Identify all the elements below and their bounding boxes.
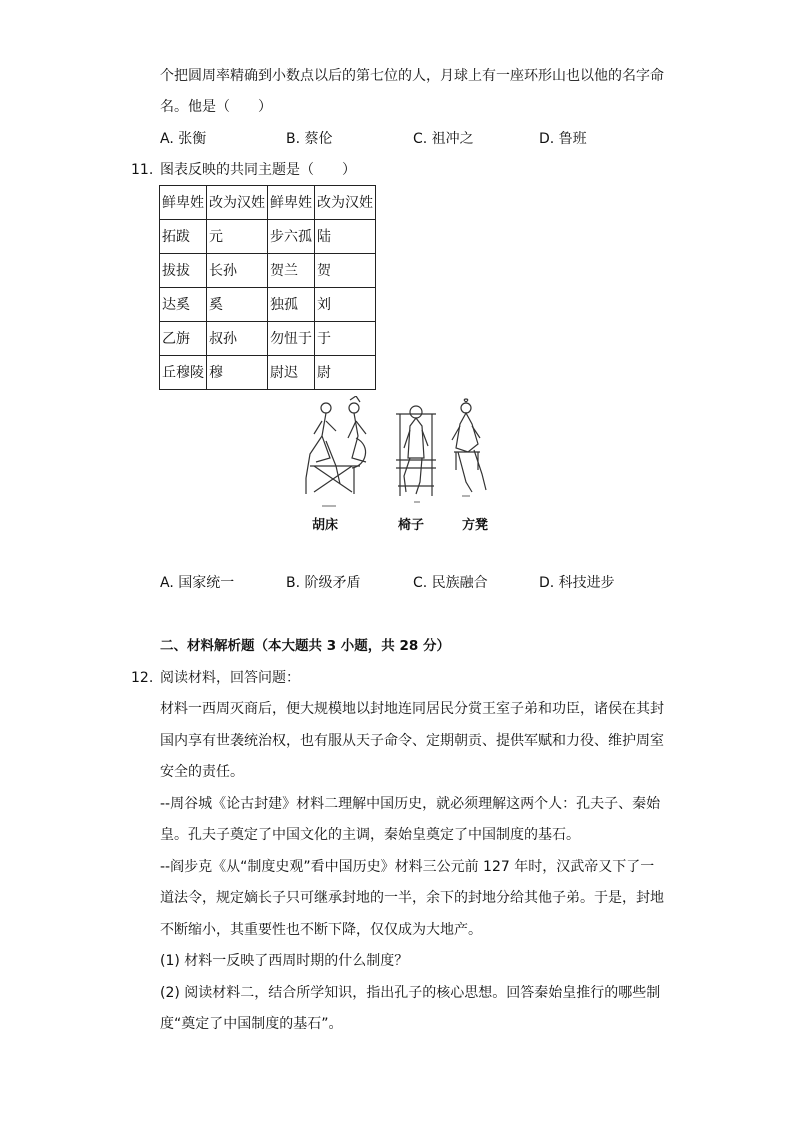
table-cell: 拓跋 <box>160 220 207 254</box>
table-cell: 贺 <box>315 254 376 288</box>
q10-option-b[interactable]: B. 蔡伦 <box>286 131 333 147</box>
q11-options <box>160 573 640 593</box>
table-header-row <box>160 186 376 220</box>
hu-chuang-drawing <box>306 396 366 494</box>
table-cell: 拔拔 <box>160 254 207 288</box>
table-row <box>160 356 376 390</box>
q12-line: 阅读材料，回答问题： <box>160 670 300 686</box>
section-title: 二、材料解析题（本大题共 3 小题，共 28 分） <box>160 638 450 654</box>
q12-line: 材料一西周灭商后，便大规模地以封地连同居民分赏王室子弟和功臣，诸侯在其封 <box>160 701 664 717</box>
q10-stem-line1: 个把圆周率精确到小数点以后的第七位的人，月球上有一座环形山也以他的名字命 <box>160 68 664 84</box>
table-cell: 陆 <box>315 220 376 254</box>
table-row <box>160 254 376 288</box>
table-row <box>160 322 376 356</box>
table-cell: 乙旃 <box>160 322 207 356</box>
table-header: 鲜卑姓 <box>160 186 207 220</box>
caption-chair: 椅子 <box>398 518 425 533</box>
q11-option-d[interactable]: D. 科技进步 <box>539 575 615 591</box>
q10-option-d[interactable]: D. 鲁班 <box>539 131 587 147</box>
q11-option-c[interactable]: C. 民族融合 <box>413 575 488 591</box>
q12-line: 安全的责任。 <box>160 764 244 780</box>
q11-number: 11. <box>131 162 154 178</box>
q10-options <box>160 129 640 149</box>
table-header: 改为汉姓 <box>207 186 268 220</box>
table-cell: 奚 <box>207 288 268 322</box>
table-row <box>160 288 376 322</box>
table-cell: 尉迟 <box>268 356 315 390</box>
table-cell: 元 <box>207 220 268 254</box>
q12-line: --阎步克《从“制度史观”看中国历史》材料三公元前 127 年时，汉武帝又下了一 <box>160 859 655 875</box>
q12-line: 皇。孔夫子奠定了中国文化的主调，秦始皇奠定了中国制度的基石。 <box>160 827 580 843</box>
table-cell: 叔孙 <box>207 322 268 356</box>
q12-subquestion-2-cont: 度“奠定了中国制度的基石”。 <box>160 1016 343 1032</box>
q12-line: 不断缩小，其重要性也不断下降，仅仅成为大地产。 <box>160 922 482 938</box>
q12-line: 国内享有世袭统治权，也有服从天子命令、定期朝贡、提供军赋和力役、维护周室 <box>160 733 664 749</box>
chair-drawing <box>396 406 436 496</box>
table-cell: 独孤 <box>268 288 315 322</box>
q10-option-c[interactable]: C. 祖冲之 <box>413 131 474 147</box>
surname-table <box>159 185 376 390</box>
q11-option-a[interactable]: A. 国家统一 <box>160 575 235 591</box>
q11-option-b[interactable]: B. 阶级矛盾 <box>286 575 361 591</box>
q12-subquestion-1: (1) 材料一反映了西周时期的什么制度？ <box>160 953 409 969</box>
caption-hu-chuang: 胡床 <box>312 518 339 533</box>
caption-square-stool: 方凳 <box>462 518 489 533</box>
table-row <box>160 220 376 254</box>
table-cell: 丘穆陵 <box>160 356 207 390</box>
table-cell: 穆 <box>207 356 268 390</box>
table-header: 鲜卑姓 <box>268 186 315 220</box>
q10-stem-line2: 名。他是（ ） <box>160 99 272 115</box>
table-header: 改为汉姓 <box>315 186 376 220</box>
table-cell: 贺兰 <box>268 254 315 288</box>
table-cell: 勿忸于 <box>268 322 315 356</box>
square-stool-drawing <box>452 399 486 492</box>
q12-subquestion-2: (2) 阅读材料二，结合所学知识，指出孔子的核心思想。回答秦始皇推行的哪些制 <box>160 985 661 1001</box>
q12-line: 道法令，规定嫡长子只可继承封地的一半，余下的封地分给其他子弟。于是，封地 <box>160 890 664 906</box>
table-cell: 步六孤 <box>268 220 315 254</box>
table-cell: 刘 <box>315 288 376 322</box>
q12-line: --周谷城《论古封建》材料二理解中国历史，就必须理解这两个人：孔夫子、秦始 <box>160 796 661 812</box>
q12-number: 12. <box>131 670 154 686</box>
table-cell: 长孙 <box>207 254 268 288</box>
table-cell: 尉 <box>315 356 376 390</box>
q10-option-a[interactable]: A. 张衡 <box>160 131 207 147</box>
table-cell: 于 <box>315 322 376 356</box>
q11-stem: 图表反映的共同主题是（ ） <box>160 162 356 178</box>
furniture-illustration <box>296 396 496 536</box>
table-cell: 达奚 <box>160 288 207 322</box>
